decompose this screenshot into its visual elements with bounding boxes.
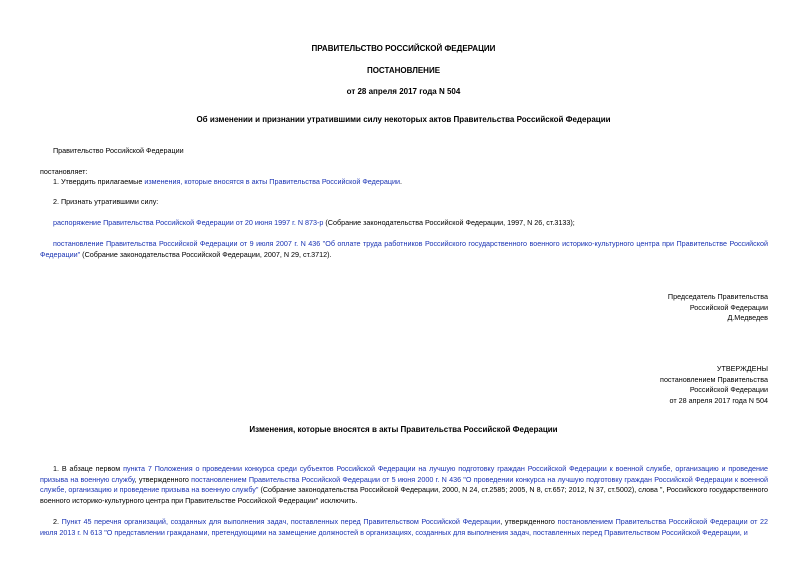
- government-heading: ПРАВИТЕЛЬСТВО РОССИЙСКОЙ ФЕДЕРАЦИИ: [311, 44, 496, 53]
- approved-line-1: УТВЕРЖДЕНЫ: [716, 364, 768, 373]
- repeal-1-text: (Собрание законодательства Российской Федерации, 1997, N 26, ст.3133);: [323, 218, 575, 227]
- p2-text-b: , утвержденного: [500, 517, 558, 526]
- signature-line-1: Председатель Правительства: [667, 292, 768, 301]
- p2-link-2[interactable]: постановлением Правительства Российской Федерации от 22 июля 2013 г. N 613 "О представлении гражданами, претендующими на замещение должностей в организациях, созданных для выполнения задач, поставленных перед Правительством Российской Федерации, и: [40, 517, 768, 537]
- repeal-2-link[interactable]: постановление Правительства Российской Федерации от 9 июля 2007 г. N 436 "Об оплате труда работников Российского государственного военного историко-культурного центра при Правительстве Российской Федерации": [40, 239, 768, 259]
- approved-line-3: Российской Федерации: [689, 385, 768, 394]
- repeal-2-text: (Собрание законодательства Российской Федерации, 2007, N 29, ст.3712).: [80, 249, 332, 259]
- changes-paragraph-1: [40, 464, 768, 506]
- approved-block: [660, 364, 768, 406]
- item-2: 2. Признать утратившими силу:: [53, 197, 159, 206]
- item-1-suffix: .: [399, 177, 402, 186]
- item-1-prefix: 1. Утвердить прилагаемые: [53, 177, 145, 186]
- document-type: ПОСТАНОВЛЕНИЕ: [366, 66, 441, 75]
- approved-line-4: от 28 апреля 2017 года N 504: [669, 395, 768, 405]
- intro-text: Правительство Российской Федерации: [53, 146, 184, 155]
- decides-text: постановляет:: [40, 167, 88, 176]
- item-1: [53, 177, 402, 188]
- repeal-2: [40, 239, 768, 260]
- signature-line-2: Российской Федерации: [689, 302, 768, 312]
- p2-text-a: 2.: [53, 517, 62, 526]
- changes-link[interactable]: изменения, которые вносятся в акты Правительства Российской Федерации: [144, 177, 400, 186]
- document-title: Об изменении и признании утратившими силу некоторых актов Правительства Российской Федерации: [196, 115, 611, 124]
- p1-link-2[interactable]: постановлением Правительства Российской Федерации от 5 июня 2000 г. N 436 "О проведении конкурса на лучшую подготовку граждан Российской Федерации к военной службе, организацию и проведение призыва на военную службу": [40, 474, 768, 494]
- approved-line-2: постановлением Правительства: [660, 374, 768, 384]
- document-date-number: от 28 апреля 2017 года N 504: [346, 87, 461, 96]
- repeal-1-link[interactable]: распоряжение Правительства Российской Федерации от 20 июня 1997 г. N 873-р: [53, 218, 324, 227]
- changes-paragraph-2: [40, 517, 768, 538]
- p1-text-b: , утвержденного: [134, 474, 192, 484]
- repeal-1: [53, 218, 575, 229]
- p1-text-a: 1. В абзаце первом: [53, 464, 124, 473]
- signature-block: [668, 292, 768, 324]
- signature-name: Д.Медведев: [727, 313, 768, 322]
- p2-link-1[interactable]: Пункт 45 перечня организаций, созданных для выполнения задач, поставленных перед Правительством Российской Федерации: [61, 517, 501, 526]
- changes-title: Изменения, которые вносятся в акты Правительства Российской Федерации: [249, 425, 558, 434]
- p1-text-c: (Собрание законодательства Российской Федерации, 2000, N 24, ст.2585; 2005, N 8, ст.657; 2012, N 37, ст.5002), слова ", Российского государственного военного историко-культурного центра при Правительстве Российской Федерации" исключить.: [40, 485, 768, 505]
- p1-link-1[interactable]: пункта 7 Положения о проведении конкурса среди субъектов Российской Федерации на лучшую подготовку граждан Российской Федерации к военной службе, организацию и проведение призыва на военную службу: [40, 464, 768, 484]
